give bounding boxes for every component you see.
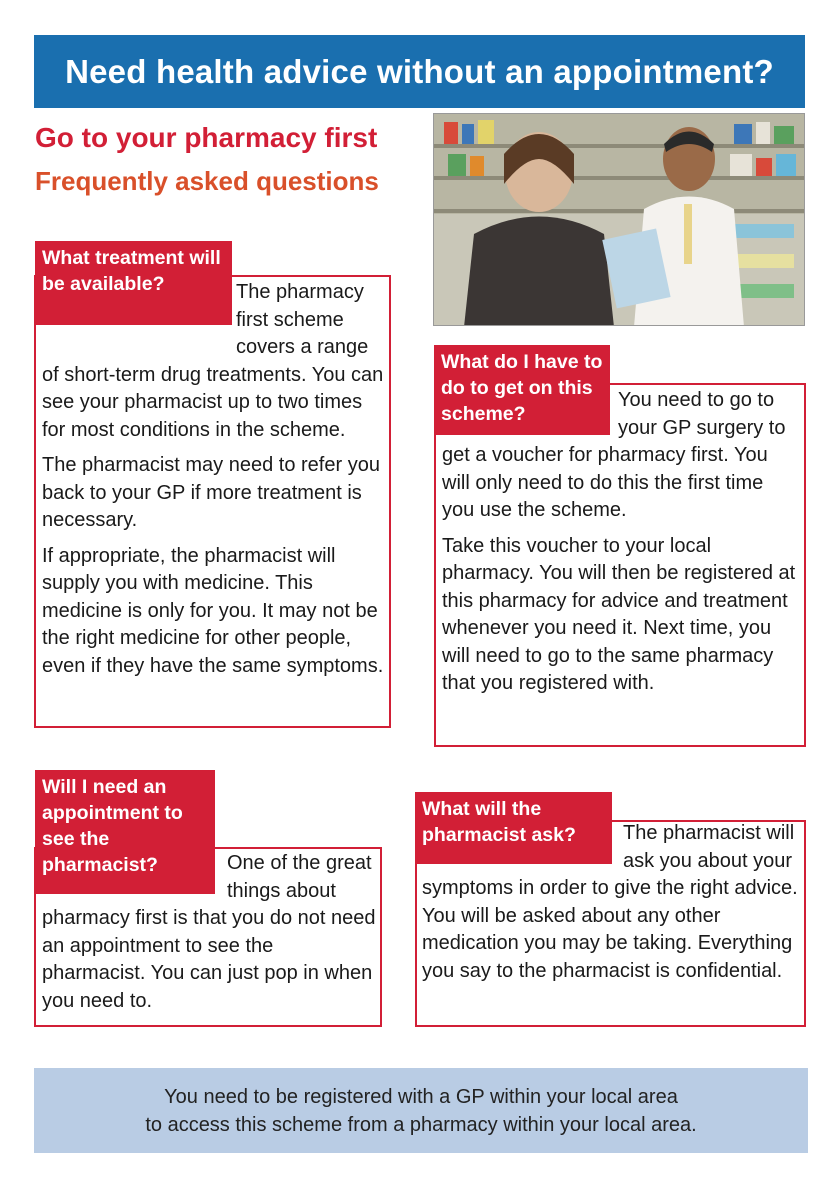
faq-ask-para-1: The pharmacist will ask you about your symptoms in order to give the right advice. You will be asked about any other medication you may be taking. Everything you say to the pharmacist is confidential. — [422, 822, 798, 982]
footer-line-2: to access this scheme from a pharmacy within your local area. — [145, 1113, 697, 1136]
faq-answer-scheme — [442, 387, 800, 706]
page-title-banner — [34, 35, 805, 108]
page-title: Need health advice without an appointment? — [65, 52, 774, 90]
faq-answer-ask — [422, 820, 800, 993]
faq-scheme-para-2: Take this voucher to your local pharmacy. You will then be registered at this pharmacy for advice and treatment whenever you need it. Next time, you will need to go to the same pharmacy that you registered with. — [442, 534, 796, 694]
faq-question-appointment: Will I need an appointment to see the pharmacist? — [35, 770, 215, 894]
faq-question-ask: What will the pharmacist ask? — [415, 792, 612, 864]
faq-appointment-para-1: One of the great things about pharmacy first is that you do not need an appointment to see the pharmacist. You can just pop in when you need to. — [42, 852, 376, 1012]
footer-note — [34, 1068, 808, 1153]
footer-line-1: You need to be registered with a GP within your local area — [164, 1085, 678, 1108]
faq-answer-appointment — [42, 850, 376, 1023]
faq-treatment-para-3: If appropriate, the pharmacist will supply you with medicine. This medicine is only for you. It may not be the right medicine for other people, even if they have the same symptoms. — [42, 544, 384, 677]
faq-treatment-para-1: The pharmacy first scheme covers a range of short-term drug treatments. You can see your pharmacist up to two times for most conditions in the scheme. — [42, 281, 384, 441]
faq-question-treatment: What treatment will be available? — [35, 241, 232, 325]
faq-question-scheme: What do I have to do to get on this scheme? — [434, 345, 610, 435]
faq-treatment-para-2: The pharmacist may need to refer you back to your GP if more treatment is necessary. — [42, 454, 380, 531]
subtitle-faq: Frequently asked questions — [35, 166, 379, 196]
pharmacy-photo — [433, 113, 805, 326]
subtitle-pharmacy-first: Go to your pharmacy first — [35, 122, 378, 153]
faq-answer-treatment — [42, 279, 385, 688]
faq-scheme-para-1: You need to go to your GP surgery to get a voucher for pharmacy first. You will only need to do this the first time you use the scheme. — [442, 389, 786, 521]
